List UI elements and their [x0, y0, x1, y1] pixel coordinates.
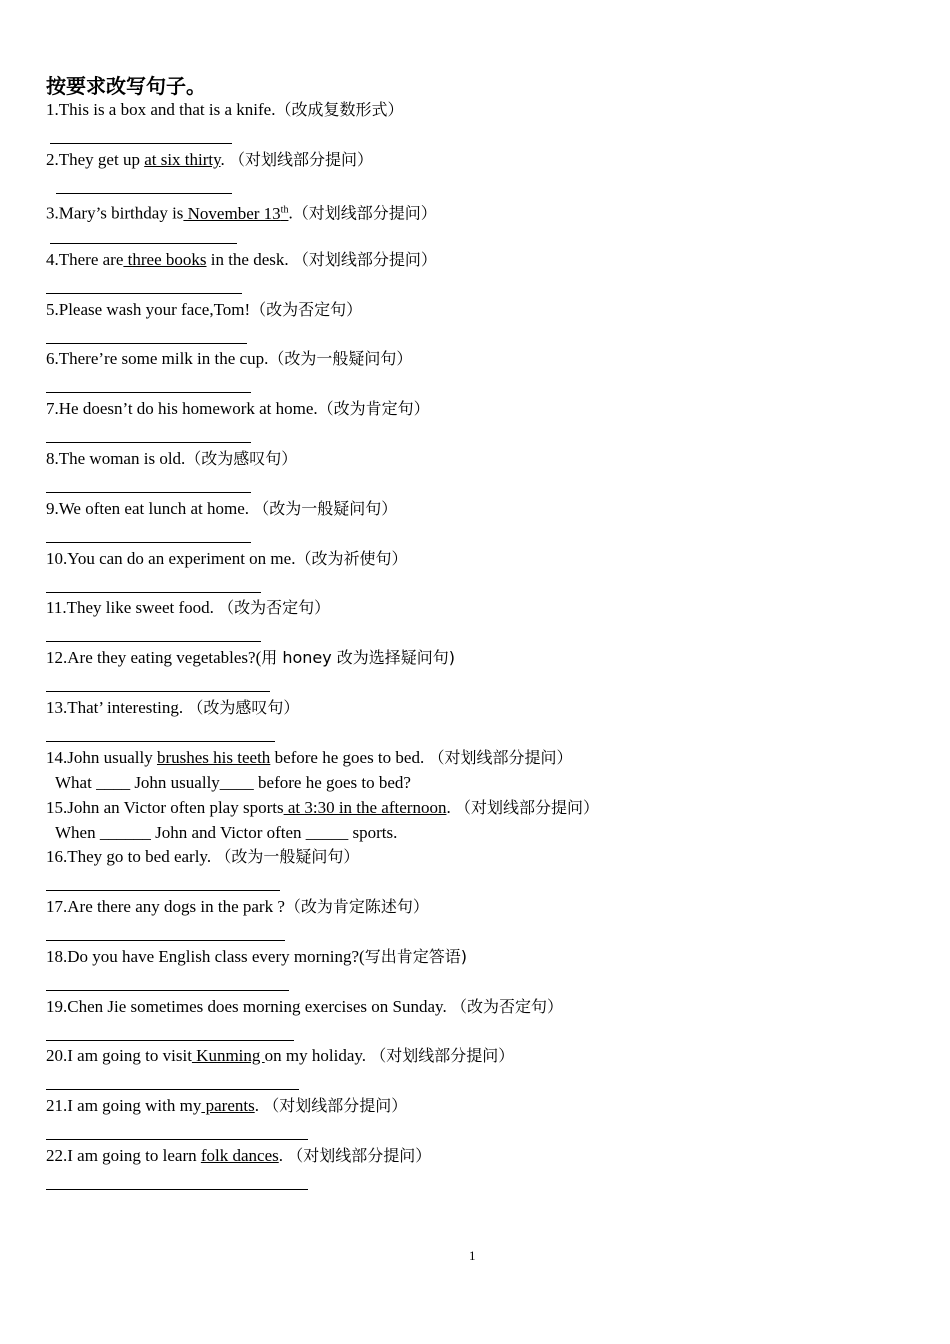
question-1: 1.This is a box and that is a knife.（改成复数形式）: [46, 100, 404, 119]
question-15: 15.John an Victor often play sports at 3:30 in the afternoon. （对划线部分提问）: [46, 798, 599, 817]
answer-line-13[interactable]: [46, 741, 275, 742]
question-12: 12.Are they eating vegetables?(用 honey 改为选择疑问句): [46, 648, 456, 667]
answer-line-10[interactable]: [46, 592, 261, 593]
question-18: 18.Do you have English class every morning?(写出肯定答语): [46, 947, 467, 966]
question-3: 3.Mary’s birthday is November 13th.（对划线部分提问）: [46, 203, 437, 223]
question-22: 22.I am going to learn folk dances. （对划线部分提问）: [46, 1146, 432, 1165]
question-21: 21.I am going with my parents. （对划线部分提问）: [46, 1096, 408, 1115]
answer-line-1[interactable]: [50, 143, 232, 144]
page-title: 按要求改写句子。: [46, 74, 206, 98]
question-4: 4.There are three books in the desk. （对划线部分提问）: [46, 250, 437, 269]
answer-line-8[interactable]: [46, 492, 251, 493]
question-11: 11.They like sweet food. （改为否定句）: [46, 598, 331, 617]
question-9: 9.We often eat lunch at home. （改为一般疑问句）: [46, 499, 398, 518]
question-20: 20.I am going to visit Kunming on my holiday. （对划线部分提问）: [46, 1046, 515, 1065]
answer-line-2[interactable]: [56, 193, 232, 194]
question-14: 14.John usually brushes his teeth before he goes to bed. （对划线部分提问）: [46, 748, 573, 767]
question-19: 19.Chen Jie sometimes does morning exercises on Sunday. （改为否定句）: [46, 997, 563, 1016]
question-13: 13.That’ interesting. （改为感叹句）: [46, 698, 300, 717]
question-10: 10.You can do an experiment on me.（改为祈使句）: [46, 549, 408, 568]
answer-line-16[interactable]: [46, 890, 280, 891]
fill-in-14[interactable]: What ____ John usually____ before he goes to bed?: [55, 773, 411, 792]
question-17: 17.Are there any dogs in the park ?（改为肯定陈述句）: [46, 897, 429, 916]
underlined-phrase: three books: [123, 250, 207, 269]
answer-line-17[interactable]: [46, 940, 285, 941]
page-number: 1: [469, 1248, 476, 1263]
question-16: 16.They go to bed early. （改为一般疑问句）: [46, 847, 360, 866]
answer-line-3[interactable]: [50, 243, 237, 244]
underlined-phrase: parents: [201, 1096, 255, 1115]
answer-line-21[interactable]: [46, 1139, 308, 1140]
answer-line-4[interactable]: [46, 293, 242, 294]
answer-line-20[interactable]: [46, 1089, 299, 1090]
underlined-phrase: brushes his teeth: [156, 748, 271, 767]
underlined-phrase: at 3:30 in the afternoon: [283, 798, 447, 817]
answer-line-22[interactable]: [46, 1189, 308, 1190]
question-7: 7.He doesn’t do his homework at home.（改为肯定句）: [46, 399, 430, 418]
underlined-phrase: Kunming: [191, 1046, 265, 1065]
answer-line-18[interactable]: [46, 990, 289, 991]
question-5: 5.Please wash your face,Tom!（改为否定句）: [46, 300, 363, 319]
underlined-phrase: November 13th: [183, 203, 289, 223]
question-2: 2.They get up at six thirty. （对划线部分提问）: [46, 150, 374, 169]
underlined-phrase: folk dances: [200, 1146, 279, 1165]
underlined-phrase: at six thirty: [144, 150, 221, 169]
answer-line-6[interactable]: [46, 392, 251, 393]
question-8: 8.The woman is old.（改为感叹句）: [46, 449, 298, 468]
question-6: 6.There’re some milk in the cup.（改为一般疑问句）: [46, 349, 413, 368]
fill-in-15[interactable]: When ______ John and Victor often _____ sports.: [55, 823, 398, 842]
answer-line-11[interactable]: [46, 641, 261, 642]
answer-line-5[interactable]: [46, 343, 247, 344]
answer-line-9[interactable]: [46, 542, 251, 543]
answer-line-7[interactable]: [46, 442, 251, 443]
answer-line-12[interactable]: [46, 691, 270, 692]
answer-line-19[interactable]: [46, 1040, 294, 1041]
